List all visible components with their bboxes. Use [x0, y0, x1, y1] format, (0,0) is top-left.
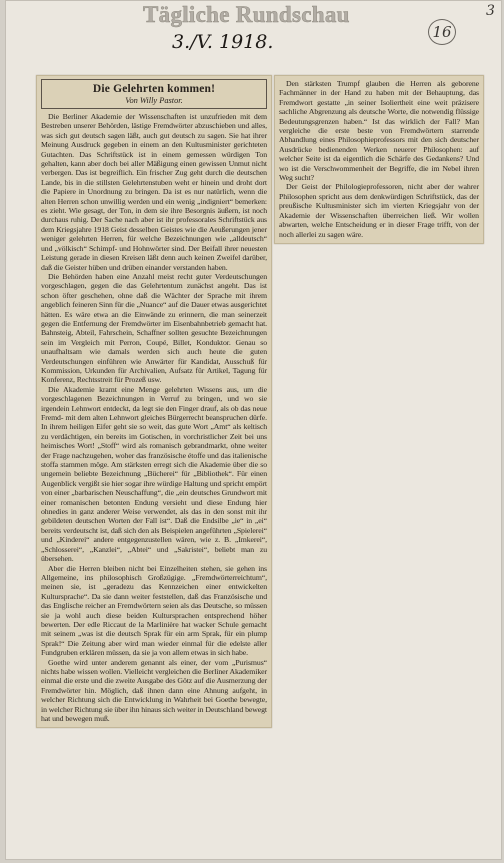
article-byline: Von Willy Pastor.: [125, 96, 183, 105]
article-paragraph: Aber die Herren bleiben nicht bei Einzelheiten stehen, sie gehen ins Allgemeine, ins philosophisch Großzügige. „Fremdwörterreichtum“, meinen sie, ist „geradezu das Kennzeichen einer entwickelten Kultursprache“. Da sie dann weiter feststellen, daß das Französische und das Englische reicher an Fremdwörtern seien als das Deutsche, so müssen sie ja wohl auch diese beiden Kultursprachen entsprechend höher bewerten. Der edle Riccaut de la Marlinière hat wacker Schule gemacht mit seinem „was ist die deutsch Sprak für ein arm Sprak, für ein plump Sprak!“ Die Zeitung aber wird man wieder einmal für die edelste aller Fundgruben erklären müssen, da sie ja von allem etwas in sich habe.: [41, 563, 267, 658]
newspaper-masthead-stamp: Tägliche Rundschau: [143, 2, 350, 27]
handwritten-date: 3./V. 1918.: [172, 31, 274, 53]
circled-archive-number: 16: [428, 19, 456, 45]
article-paragraph: Die Akademie kramt eine Menge gelehrten Wissens aus, um die vorgeschlagenen Bezeichnungen in Verruf zu bringen, und wo sie irgendein Lehnwort entdeckt, da legt sie den Finger drauf, als ob das neue Fremd- mit dem alten Lehnwort gleiches Bürgerrecht beanspruchen dürfe. In ihrem heiligen Eifer geht sie so weit, das gute Wort „Amt“ als keltisch zu verdächtigen, ein bereits im Gotischen, in vorchristlicher Zeit bei uns heimisches Wort! „Stoff“ wird als romanisch gebrandmarkt, ohne weiter der Frage nachzugehen, woher das französische étoffe und das italienische stoffa stammen möge. Am stärksten erregt sich die Akademie über die so ungemein beliebte Bezeichnung „Bücherei“ für „Bibliothek“. Für einen Augenblick vergißt sie hier sogar ihre würdige Haltung und spricht empört von einer „barbarischen Neuschaffung“, die „ein deutsches Grundwort mit einer romanischen betonten Endung versieht und diese Endung hier ohnedies in ganz anderer Weise verwendet, als das in den sonst mit ihr gebildeten deutschen Worten der Fall ist“. Daß die Endsilbe „ie“ in „ei“ bereits verdeutscht ist, daß sich den als Beispielen angeführten „Spielerei“ und „Kinderei“ andere entgegenzustellen wären, wie z. B. „Imkerei“, „Schlosserei“, „Kanzlei“, „Abtei“ und „Sakristei“, beliebt man zu übersehen.: [41, 384, 267, 564]
article-paragraph: Den stärksten Trumpf glauben die Herren als geborene Fachmänner in der Hand zu haben mit der Behauptung, das Fremdwort gestatte „in seiner Isoliertheit eine weit präzisere sachliche Abgrenzung als deutsche Worte, die notwendig flüssige Bedeutungsgrenzen haben.“ Ist das wirklich der Fall? Man vergleiche die erste beste von Fremdwörtern starrende Abhandlung eines Philosophieprofessors mit den sich deutscher Ausdrücke bedienenden Werken neuerer Philosophen: auf welcher Seite ist da eigentlich die Schärfe des Gedankens? Und wo ist die Verschwommenheit der Begriffe, die im Nebel ihren Weg sucht?: [279, 79, 479, 183]
article-paragraph: Die Behörden haben eine Anzahl meist recht guter Verdeutschungen vorgeschlagen, gegen die das Gelehrtentum zunächst angeht. Das ist schon öfter geschehen, ohne daß die Wächter der Sprache mit ihrem angeblich feineren Sinn für die „Nuance“ auf die Dauer etwas ausgerichtet hätten. Es wäre etwa an die Einwände zu erinnern, die man seinerzeit gegen die Entfernung der Fremdwörter im Eisenbahnbetrieb gemacht hat. Bahnsteig, Abteil, Fahrschein, Schaffner sollten gesuchte Bezeichnungen sein im Vergleich mit Perron, Coupé, Billet, Konduktor. Genau so unaufhaltsam wie damals werden sich auch heute die guten Verdeutschungen einführen wie Anwärter für Kandidat, Ausschuß für Kommission, Urkunden für Archivalien, Aufsatz für Artikel, Tagung für Konferenz, Rechtsstreit für Prozeß usw.: [41, 271, 267, 385]
article-paragraph: Der Geist der Philologieprofessoren, nicht aber der wahrer Philosophen spricht aus dem denkwürdigen Schriftstück, das der preußische Kultusminister sich im vierten Kriegsjahr von der Akademie der Wissenschaften überreichen ließ. Wir wollen abwarten, welche Entscheidung er in dieser Frage trifft, von der noch allerlei zu sagen wäre.: [279, 182, 479, 239]
article-headline: Die Gelehrten kommen!: [92, 83, 216, 95]
article-paragraph: Die Berliner Akademie der Wissenschaften ist unzufrieden mit dem Bestreben unserer Behörden, lästige Fremdwörter abzuschieben und alles, was sich gut deutsch sagen läßt, auch gut deutsch zu sagen. Sie hat ihrer Meinung Ausdruck gegeben in einem an den Kultusminister gerichteten Gutachten. Das Schriftstück ist in einem gemessen würdigen Ton gehalten, kann aber doch bei aller Mäßigung einen gewissen Unmut nicht verbergen. Das ist begreiflich. Ein frischer Zug geht durch die deutschen Lande, bis in die stillsten Gelehrtenstuben weht er hinein und droht dort die Papiere in Unordnung zu bringen. Da ist es nur natürlich, wenn die alten Herren schon unwillig werden und ein wenig „indigniert“ bemerken: es zieht. Wie gesagt, der Ton, in dem sie ihre Besorgnis äußern, ist noch durchaus ruhig. Der Sache nach aber ist ihr professorales Schriftstück aus dem Kriegsjahre 1918 Geist desselben Geistes wie die Aeußerungen jener weniger gelehrten Herren, für welche Bezeichnungen wie „alldeutsch“ und „völkisch“ Schimpf- und Hohnwörter sind. Der Beifall ihrer neuesten Leistung gerade in diesen Kreisen läßt denn auch keinen Zweifel darüber, daß die Geister hüben und drüben einander verstanden haben.: [41, 112, 267, 272]
headline-box: [41, 79, 267, 109]
article-paragraph: Goethe wird unter anderem genannt als einer, der vom „Purismus“ nichts habe wissen wollen. Vielleicht vergleichen die Berliner Akademiker einmal die erste und die zweite Ausgabe des Götz auf die Ausmerzung der Fremdwörter hin. Möglich, daß ihnen dann eine Ahnung aufgeht, in welcher Richtung sich die Entwicklung in Wahrheit bei Goethe bewegte, in welcher Richtung sie über ihn hinaus sich weiter in Deutschland bewegt hat und bewegen muß.: [41, 657, 267, 723]
newspaper-clipping-left-column: [36, 75, 272, 728]
sheet-number: 3: [486, 3, 495, 19]
newspaper-clipping-right-column: [274, 75, 484, 244]
